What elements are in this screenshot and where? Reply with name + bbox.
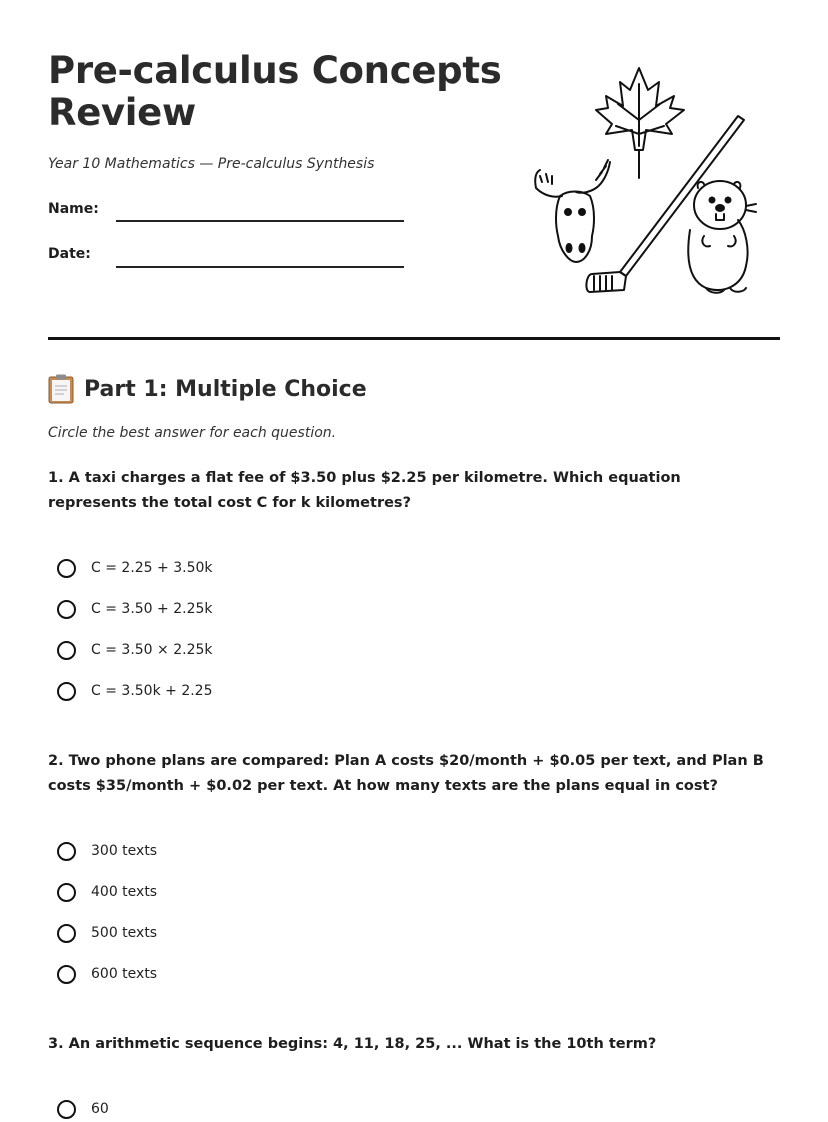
name-field[interactable] <box>116 220 404 222</box>
option-label: 300 texts <box>91 843 158 859</box>
radio-button[interactable] <box>57 559 76 578</box>
option-label: 60 <box>91 1101 109 1117</box>
section-header <box>48 374 367 404</box>
title-line-1: Pre-calculus Concepts <box>48 49 502 92</box>
subtitle: Year 10 Mathematics — Pre-calculus Synthesis <box>48 156 375 172</box>
date-field[interactable] <box>116 266 404 268</box>
radio-button[interactable] <box>57 842 76 861</box>
question-1: 1. A taxi charges a flat fee of $3.50 plus $2.25 per kilometre. Which equation represents the total cost C for k kilometres? <box>48 470 681 511</box>
question-1-option-b[interactable] <box>57 596 213 622</box>
radio-button[interactable] <box>57 641 76 660</box>
option-label: C = 2.25 + 3.50k <box>91 560 213 576</box>
option-label: 600 texts <box>91 966 158 982</box>
clipboard-icon <box>48 374 74 404</box>
option-label: 400 texts <box>91 884 158 900</box>
question-2-option-d[interactable] <box>57 961 157 987</box>
radio-button[interactable] <box>57 883 76 902</box>
radio-button[interactable] <box>57 682 76 701</box>
option-label: C = 3.50 + 2.25k <box>91 601 213 617</box>
page-title <box>48 50 508 134</box>
question-2-option-b[interactable] <box>57 879 157 905</box>
question-1-option-d[interactable] <box>57 678 213 704</box>
section-instructions: Circle the best answer for each question. <box>48 425 337 441</box>
question-3: 3. An arithmetic sequence begins: 4, 11, 18, 25, ... What is the 10th term? <box>48 1036 657 1052</box>
option-label: 500 texts <box>91 925 158 941</box>
question-3-option-a[interactable] <box>57 1096 109 1122</box>
question-2-option-a[interactable] <box>57 838 157 864</box>
radio-button[interactable] <box>57 924 76 943</box>
radio-button[interactable] <box>57 965 76 984</box>
radio-button[interactable] <box>57 1100 76 1119</box>
question-2-option-c[interactable] <box>57 920 157 946</box>
beaver-icon <box>688 181 756 293</box>
option-label: C = 3.50k + 2.25 <box>91 683 213 699</box>
question-1-option-c[interactable] <box>57 637 213 663</box>
date-label: Date: <box>48 246 91 262</box>
radio-button[interactable] <box>57 600 76 619</box>
question-2: 2. Two phone plans are compared: Plan A costs $20/month + $0.05 per text, and Plan B costs $35/month + $0.02 per text. At how many texts are the plans equal in cost? <box>48 753 764 794</box>
option-label: C = 3.50 × 2.25k <box>91 642 213 658</box>
canadian-illustration <box>520 60 760 300</box>
hockey-stick-icon <box>586 116 744 292</box>
section-divider <box>48 337 780 340</box>
title-line-2: Review <box>48 91 196 134</box>
question-1-option-a[interactable] <box>57 555 213 581</box>
name-label: Name: <box>48 201 99 217</box>
section-title: Part 1: Multiple Choice <box>84 376 367 402</box>
moose-icon <box>535 160 610 262</box>
